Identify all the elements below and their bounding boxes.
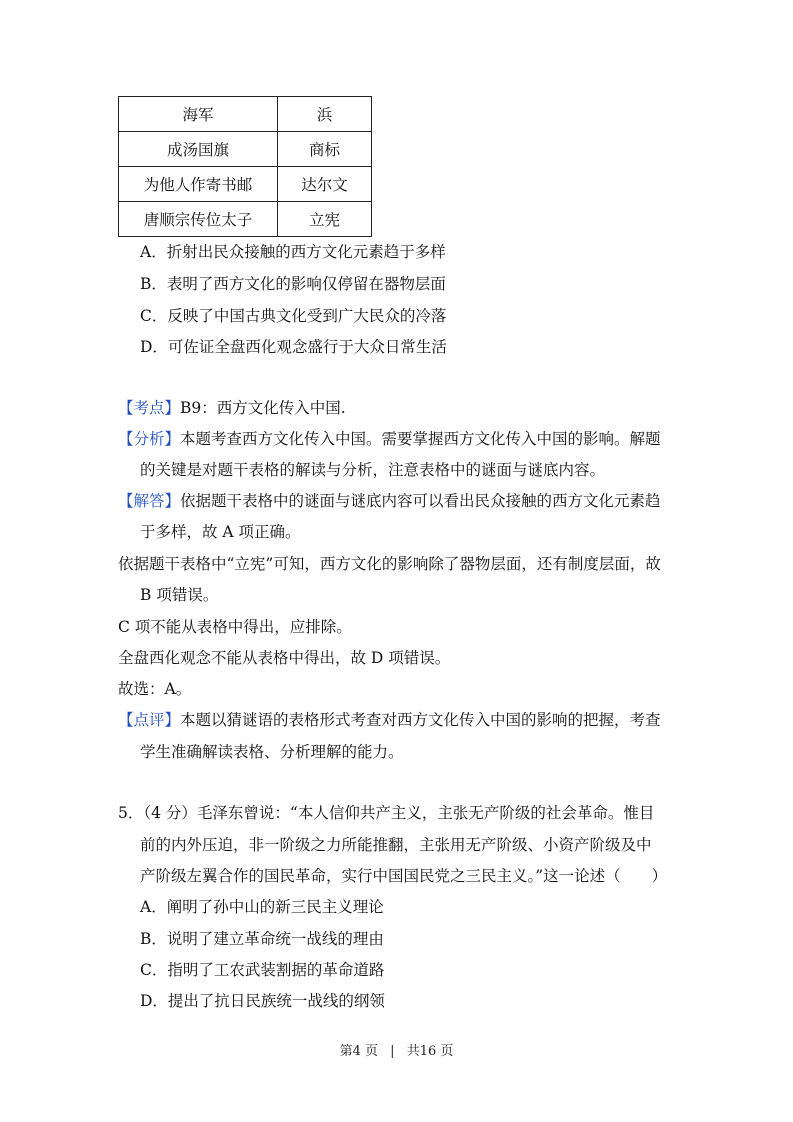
q4-option-d: D．可佐证全盘西化观念盛行于大众日常生活 xyxy=(140,338,447,356)
jieda-line-3: 依据题干表格中“立宪”可知，西方文化的影响除了器物层面，还有制度层面，故 xyxy=(118,555,661,573)
table-row xyxy=(119,202,372,237)
page-number: 第4 页 xyxy=(339,1044,379,1059)
kaodian-line xyxy=(118,398,346,418)
jieda-line-5: C 项不能从表格中得出，应排除。 xyxy=(118,618,352,636)
jieda-line-2: 于多样，故 A 项正确。 xyxy=(140,523,301,541)
jieda-line-1 xyxy=(118,491,661,511)
table-cell-riddle: 唐顺宗传位太子 xyxy=(119,202,278,237)
q4-option-a: A．折射出民众接触的西方文化元素趋于多样 xyxy=(140,243,446,261)
table-cell-answer: 商标 xyxy=(278,132,372,167)
riddle-table xyxy=(118,96,372,237)
q5-stem-line-2: 前的内外压迫，非一阶级之力所能推翻，主张用无产阶级、小资产阶级及中 xyxy=(140,836,652,854)
q5-stem-line-3: 产阶级左翼合作的国民革命，实行中国国民党之三民主义。”这一论述（ ） xyxy=(140,867,668,885)
q5-option-b: B．说明了建立革命统一战线的理由 xyxy=(140,930,384,948)
table-cell-riddle: 成汤国旗 xyxy=(119,132,278,167)
fenxi-tag: 【分析】 xyxy=(118,430,181,448)
table-row xyxy=(119,167,372,202)
jieda-line-4: B 项错误。 xyxy=(140,586,219,604)
dianping-line-1 xyxy=(118,710,661,730)
q5-option-a: A．阐明了孙中山的新三民主义理论 xyxy=(140,898,384,916)
jieda-line-7: 故选：A。 xyxy=(118,680,192,698)
page-footer xyxy=(0,1040,793,1059)
q4-option-b: B．表明了西方文化的影响仅停留在器物层面 xyxy=(140,275,446,293)
table-cell-riddle: 海军 xyxy=(119,97,278,132)
fenxi-text-1: 本题考查西方文化传入中国。需要掌握西方文化传入中国的影响。解题 xyxy=(180,430,661,448)
jieda-line-6: 全盘西化观念不能从表格中得出，故 D 项错误。 xyxy=(118,649,451,667)
q5-option-d: D．提出了抗日民族统一战线的纲领 xyxy=(140,992,385,1010)
q5-option-c: C．指明了工农武装割据的革命道路 xyxy=(140,961,385,979)
footer-separator: | xyxy=(390,1044,395,1059)
jieda-text-1: 依据题干表格中的谜面与谜底内容可以看出民众接触的西方文化元素趋 xyxy=(180,492,661,510)
kaodian-tag: 【考点】 xyxy=(118,399,181,417)
table-cell-riddle: 为他人作寄书邮 xyxy=(119,167,278,202)
table-row xyxy=(119,132,372,167)
q4-option-c: C．反映了中国古典文化受到广大民众的冷落 xyxy=(140,307,447,325)
table-cell-answer: 达尔文 xyxy=(278,167,372,202)
table-cell-answer: 立宪 xyxy=(278,202,372,237)
jieda-tag: 【解答】 xyxy=(118,492,181,510)
fenxi-line-1 xyxy=(118,429,661,449)
page-total: 共16 页 xyxy=(406,1044,454,1059)
fenxi-line-2: 的关键是对题干表格的解读与分析，注意表格中的谜面与谜底内容。 xyxy=(140,461,606,479)
kaodian-text: B9：西方文化传入中国. xyxy=(180,399,346,417)
dianping-tag: 【点评】 xyxy=(118,711,181,729)
dianping-text-1: 本题以猜谜语的表格形式考查对西方文化传入中国的影响的把握，考查 xyxy=(180,711,661,729)
table-cell-answer: 浜 xyxy=(278,97,372,132)
q5-stem-line-1: 5．（4 分）毛泽东曾说：“本人信仰共产主义，主张无产阶级的社会革命。惟目 xyxy=(118,804,655,822)
dianping-line-2: 学生准确解读表格、分析理解的能力。 xyxy=(140,743,404,761)
table-row xyxy=(119,97,372,132)
